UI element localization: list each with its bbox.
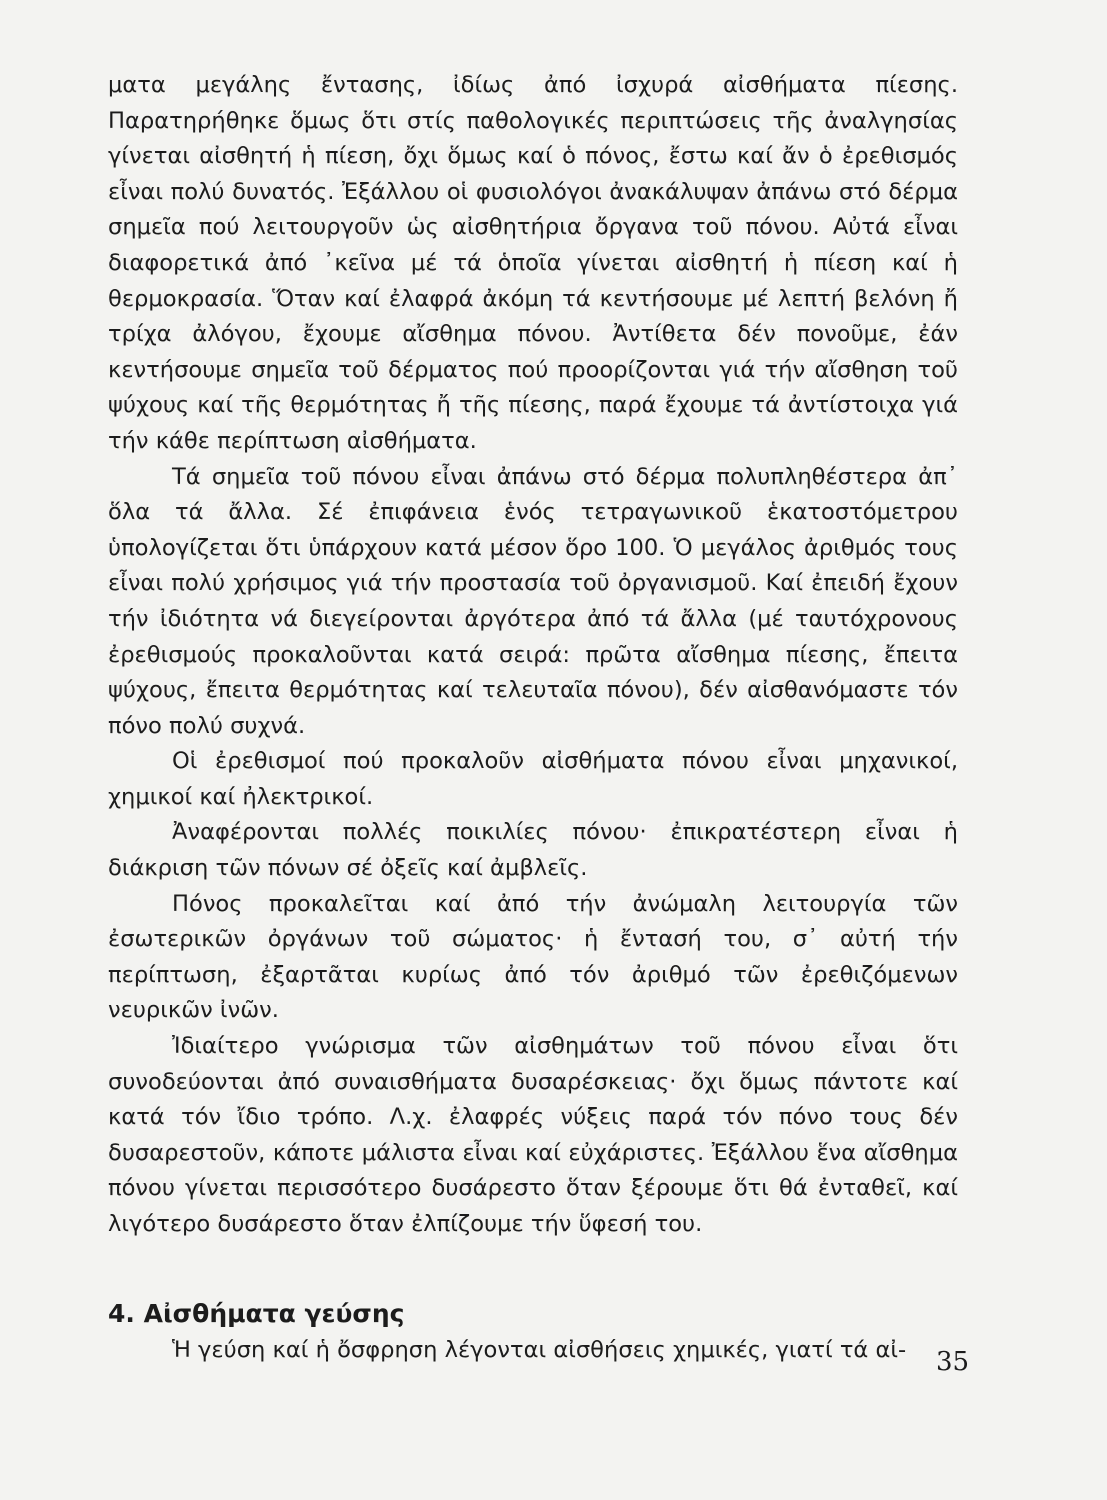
paragraph-pain-points: Τά σημεῖα τοῦ πόνου εἶναι ἀπάνω στό δέρμα πολυπληθέστερα ἀπ᾽ ὅλα τά ἄλλα. Σέ ἐπιφάνεια ἑνός τετραγωνικοῦ ἑκατοστόμετρου ὑπολογίζεται ὅτι ὑπάρχουν κατά μέσον ὅρο 100. Ὁ μεγάλος ἀριθμός τους εἶναι πολύ χρήσιμος γιά τήν προστασία τοῦ ὀργανισμοῦ. Καί ἐπειδή ἔχουν τήν ἰδιότητα νά διεγείρονται ἀργότερα ἀπό τά ἄλλα (μέ ταυτόχρονους ἐρεθισμούς προκαλοῦνται κατά σειρά: πρῶτα αἴσθημα πίεσης, ἔπειτα ψύχους, ἔπειτα θερμότητας καί τελευταῖα πόνου), δέν αἰσθανόμαστε τόν πόνο πολύ συχνά. (108, 463, 958, 739)
paragraph-continuation: ματα μεγάλης ἔντασης, ἰδίως ἀπό ἰσχυρά αἰσθήματα πίεσης. Παρατηρήθηκε ὅμως ὅτι στίς παθολογικές περιπτώσεις τῆς ἀναλγησίας γίνεται αἰσθητή ἡ πίεση, ὄχι ὅμως καί ὁ πόνος, ἔστω καί ἄν ὁ ἐρεθισμός εἶναι πολύ δυνατός. Ἐξάλλου οἱ φυσιολόγοι ἀνακάλυψαν ἀπάνω στό δέρμα σημεῖα πού λειτουργοῦν ὡς αἰσθητήρια ὄργανα τοῦ πόνου. Αὐτά εἶναι διαφορετικά ἀπό ᾽κεῖνα μέ τά ὁποῖα γίνεται αἰσθητή ἡ πίεση καί ἡ θερμοκρασία. Ὅταν καί ἐλαφρά ἀκόμη τά κεντήσουμε μέ λεπτή βελόνη ἤ τρίχα ἀλόγου, ἔχουμε αἴσθημα πόνου. Ἀντίθετα δέν πονοῦμε, ἐάν κεντήσουμε σημεῖα τοῦ δέρματος πού προορίζονται γιά τήν αἴσθηση τοῦ ψύχους καί τῆς θερμότητας ἤ τῆς πίεσης, παρά ἔχουμε τά ἀντίστοιχα γιά τήν κάθε περίπτωση αἰσθήματα. (108, 72, 958, 454)
paragraph-varieties: Ἀναφέρονται πολλές ποικιλίες πόνου· ἐπικρατέστερη εἶναι ἡ διάκριση τῶν πόνων σέ ὀξεῖς καί ἀμβλεῖς. (108, 819, 958, 882)
paragraph-feelings: Ἰδιαίτερο γνώρισμα τῶν αἰσθημάτων τοῦ πόνου εἶναι ὅτι συνοδεύονται ἀπό συναισθήματα δυσαρέσκειας· ὄχι ὅμως πάντοτε καί κατά τόν ἴδιο τρόπο. Λ.χ. ἐλαφρές νύξεις παρά τόν πόνο τους δέν δυσαρεστοῦν, κάποτε μάλιστα εἶναι καί εὐχάριστες. Ἐξάλλου ἕνα αἴσθημα πόνου γίνεται περισσότερο δυσάρεστο ὅταν ξέρουμε ὅτι θά ἐνταθεῖ, καί λιγότερο δυσάρεστο ὅταν ἐλπίζουμε τήν ὕφεσή του. (108, 1033, 958, 1237)
paragraph-taste-intro: Ἡ γεύση καί ἡ ὄσφρηση λέγονται αἰσθήσεις χημικές, γιατί τά αἰ- (172, 1336, 907, 1363)
page-number: 35 (936, 1347, 970, 1377)
paragraph-internal-organs: Πόνος προκαλεῖται καί ἀπό τήν ἀνώμαλη λειτουργία τῶν ἐσωτερικῶν ὀργάνων τοῦ σώματος· ἡ ἔντασή του, σ᾽ αὐτή τήν περίπτωση, ἐξαρτᾶται κυρίως ἀπό τόν ἀριθμό τῶν ἐρεθιζόμενων νευρικῶν ἰνῶν. (108, 890, 958, 1024)
paragraph-stimuli: Οἱ ἐρεθισμοί πού προκαλοῦν αἰσθήματα πόνου εἶναι μηχανικοί, χημικοί καί ἠλεκτρικοί. (108, 748, 958, 810)
section-heading: 4. Αἰσθήματα γεύσης (108, 1298, 405, 1328)
body-text (108, 68, 958, 1368)
